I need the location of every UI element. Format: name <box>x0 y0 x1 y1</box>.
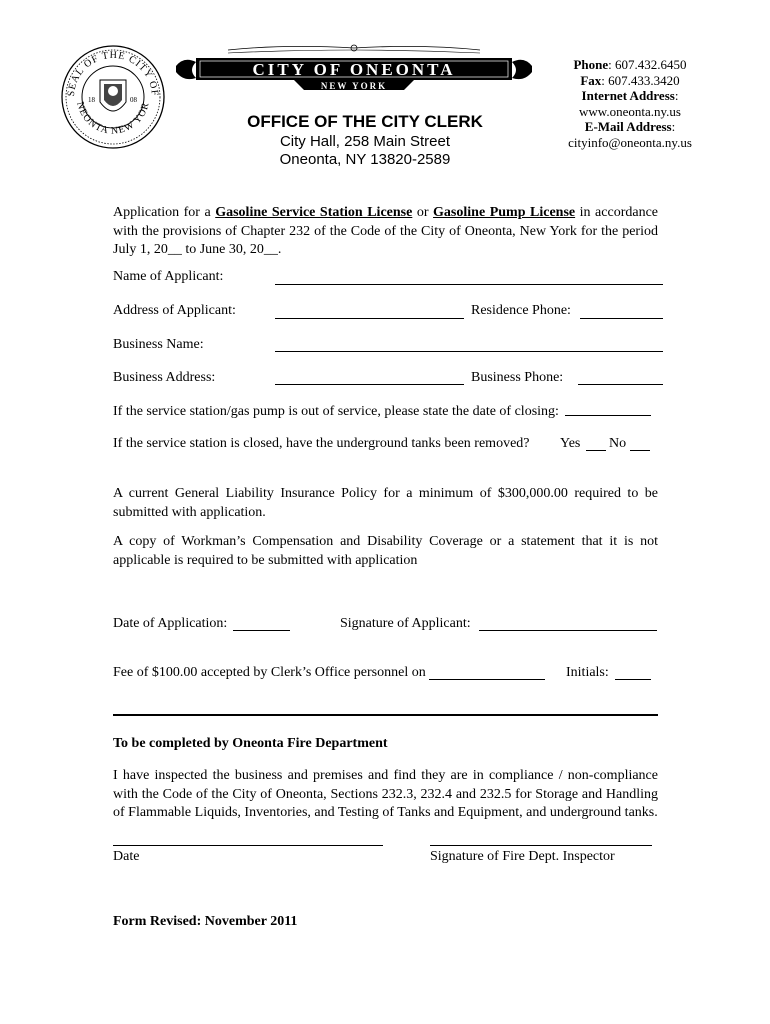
workmans-comp-requirement: A copy of Workman’s Compensation and Disability Coverage or a statement that it is not applicable is required to be submitted with application <box>113 534 658 568</box>
name-of-applicant-label: Name of Applicant: <box>113 269 224 284</box>
initials-field[interactable] <box>615 679 651 680</box>
svg-text:ONEONTA NEW YORK: NEONTA NEW YOR <box>74 100 152 137</box>
license-type-station: Gasoline Service Station License <box>215 205 413 220</box>
business-name-label: Business Name: <box>113 337 204 352</box>
fee-accepted-date-field[interactable] <box>429 679 545 680</box>
closing-date-field[interactable] <box>565 415 651 416</box>
tanks-question-label: If the service station is closed, have the underground tanks been removed? <box>113 436 530 451</box>
form-revised-date: Form Revised: November 2011 <box>113 914 298 929</box>
internet-label: Internet Address: <box>581 88 679 103</box>
inspector-signature-label: Signature of Fire Dept. Inspector <box>430 849 615 864</box>
initials-label: Initials: <box>566 665 609 680</box>
insurance-requirement: A current General Liability Insurance Policy for a minimum of $300,000.00 required to be submitted with application. <box>113 486 658 520</box>
residence-phone-field[interactable] <box>580 318 663 319</box>
office-title: OFFICE OF THE CITY CLERK <box>247 112 483 131</box>
license-type-pump: Gasoline Pump License <box>433 205 576 220</box>
inspection-date-field[interactable] <box>113 845 383 846</box>
signature-of-applicant-label: Signature of Applicant: <box>340 616 471 631</box>
signature-of-applicant-field[interactable] <box>479 630 657 631</box>
fire-dept-heading: To be completed by Oneonta Fire Department <box>113 736 388 751</box>
inspector-signature-field[interactable] <box>430 845 652 846</box>
business-address-label: Business Address: <box>113 370 216 385</box>
business-phone-field[interactable] <box>578 384 663 385</box>
name-of-applicant-field[interactable] <box>275 284 663 285</box>
email-label: E-Mail Address: <box>584 119 676 134</box>
city-banner <box>166 42 542 94</box>
business-phone-label: Business Phone: <box>471 370 564 385</box>
address-of-applicant-field[interactable] <box>275 318 464 319</box>
residence-phone-label: Residence Phone: <box>471 303 571 318</box>
fax-line: Fax: 607.433.3420 <box>580 72 680 88</box>
inspection-date-label: Date <box>113 849 140 864</box>
svg-text:CITY OF ONEONTA: CITY OF ONEONTA <box>252 60 456 79</box>
tanks-no-label: No <box>609 436 627 451</box>
website[interactable]: www.oneonta.ny.us <box>579 103 681 119</box>
tanks-no-field[interactable] <box>630 450 650 451</box>
office-address-line2: Oneonta, NY 13820-2589 <box>279 151 451 168</box>
fire-dept-inspection-text: I have inspected the business and premises and find they are in compliance / non-compliance with the Code of the City of Oneonta, Sections 232.3, 232.4 and 232.5 for Storage and Handling of Flammable Liquids, Inventories, and Testing of Tanks and Equipment, and underground tanks. <box>113 768 658 820</box>
date-of-application-field[interactable] <box>233 630 290 631</box>
business-name-field[interactable] <box>275 351 663 352</box>
email-address[interactable]: cityinfo@oneonta.ny.us <box>568 134 692 150</box>
svg-text:18: 18 <box>88 96 95 104</box>
fee-accepted-label: Fee of $100.00 accepted by Clerk’s Office personnel on <box>113 665 426 680</box>
city-seal <box>60 44 166 150</box>
contact-block <box>550 57 710 150</box>
svg-text:NEW YORK: NEW YORK <box>320 81 388 91</box>
section-divider <box>113 714 658 716</box>
business-address-field[interactable] <box>275 384 464 385</box>
intro-paragraph: Application for a Gasoline Service Station License or Gasoline Pump License in accordance with the provisions of Chapter 232 of the Code of the City of Oneonta, New York for the period July 1, 20__ to June 30, 20__. <box>113 205 658 257</box>
office-address-line1: City Hall, 258 Main Street <box>279 133 451 150</box>
tanks-yes-label: Yes <box>560 436 581 451</box>
svg-text:08: 08 <box>130 96 137 104</box>
date-of-application-label: Date of Application: <box>113 616 228 631</box>
svg-text:SEAL OF THE CITY OF: SEAL OF THE CITY OF <box>65 49 161 97</box>
phone-line: Phone: 607.432.6450 <box>573 57 687 72</box>
closing-date-label: If the service station/gas pump is out of service, please state the date of closing: <box>113 404 559 419</box>
tanks-yes-field[interactable] <box>586 450 606 451</box>
address-of-applicant-label: Address of Applicant: <box>113 303 236 318</box>
